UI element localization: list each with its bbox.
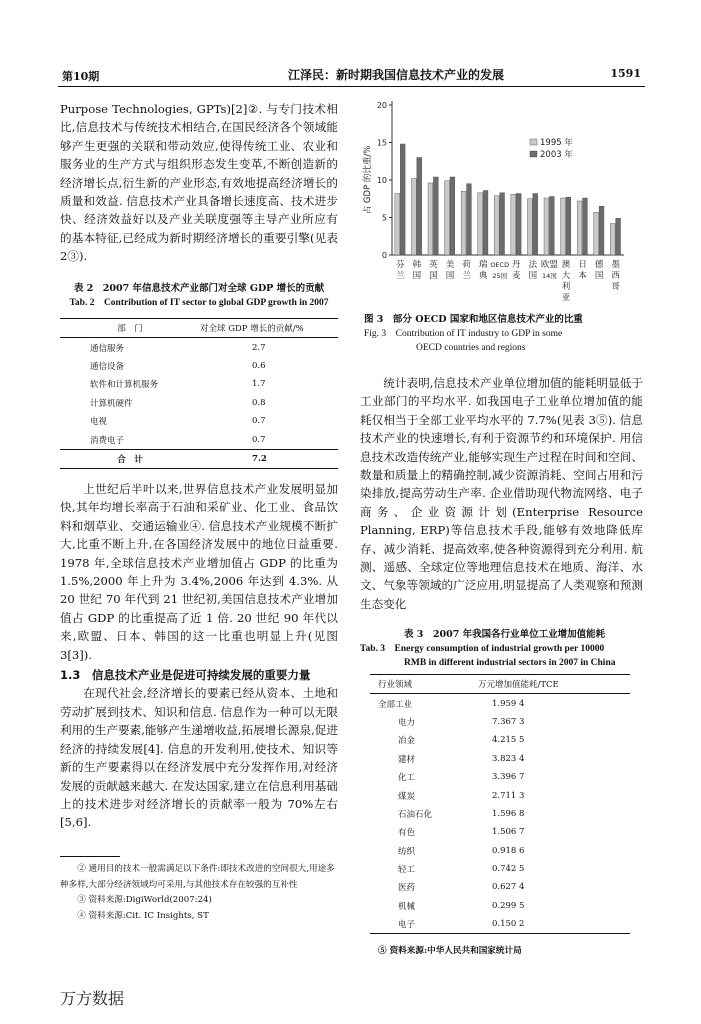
- table2-header-contrib: 对全球 GDP 增长的贡献/%: [200, 319, 338, 338]
- table3-caption-cn: 表 3 2007 年我国各行业单位工业增加值能耗: [404, 629, 606, 640]
- table3-header-sector: 行业领域: [370, 675, 478, 694]
- y-tick-label: 5: [381, 213, 387, 223]
- table-cell-sector: 电力: [398, 717, 416, 728]
- table2-grid: [60, 318, 338, 469]
- bar-1995: [461, 191, 466, 255]
- table-row: [60, 357, 338, 375]
- table-row: [370, 694, 630, 713]
- footnote-rule: [60, 856, 120, 857]
- bar-1995: [428, 183, 433, 255]
- table-cell-sector: 通信设备: [90, 361, 125, 372]
- table-row: [370, 786, 630, 804]
- table-cell-value: 1.596 8: [492, 808, 525, 819]
- table-cell-sector: 轻工: [398, 865, 416, 876]
- x-tick-label: 荷兰: [462, 260, 471, 281]
- table-cell-sector: 化工: [398, 773, 416, 784]
- table3-caption-en1: Tab. 3 Energy consumption of industrial growth per 10000: [360, 644, 605, 654]
- table-cell-value: 0.918 6: [492, 845, 525, 856]
- table-row: [60, 375, 338, 393]
- table-cell-sector: 煤炭: [398, 791, 416, 802]
- table-row: [370, 842, 630, 860]
- table-cell-value: 0.7: [252, 416, 266, 427]
- running-header: [58, 64, 643, 84]
- table-cell-value: 0.742 5: [492, 864, 525, 875]
- bar-2003: [616, 218, 621, 255]
- bar-1995: [445, 181, 450, 255]
- y-tick-label: 20: [376, 101, 387, 110]
- table-cell-sector: 机械: [398, 901, 416, 912]
- paragraph: 统计表明,信息技术产业单位增加值的能耗明显低于工业部门的平均水平. 如我国电子工业单位增加值的能耗仅相当于全部工业平均水平的 7.7%(见表 3⑤). 信息技术产业的快速增长,有利于资源节约和环境保护. 用信息技术改造传统产业,能够实现生产过程在时间和空间、数量和质量上的精确控制,减少资源消耗、空间占用和污染排放,提高劳动生产率. 企业借助现代物流网络、电子商务、企业资源计划(Enterprise Resource Planning, ERP)等信息技术手段,能够有效地降低库存、减少消耗、提高效率,使各种资源得到充分利用. 航测、遥感、全球定位等地理信息技术在地质、海洋、水文、气象等领域的广泛应用,明显提高了人类观察和预测生态变化: [360, 376, 643, 611]
- table-row: [60, 412, 338, 430]
- bar-2003: [549, 197, 554, 256]
- bar-1995: [395, 194, 400, 256]
- figure3-caption: [360, 313, 643, 355]
- footnote-right: ⑤ 资料来源:中华人民共和国家统计局: [378, 946, 522, 956]
- table2-header-sector: 部 门: [60, 319, 200, 338]
- table2: [60, 282, 338, 469]
- issue-number: 第10期: [62, 70, 100, 83]
- table-cell-value: 7.367 3: [492, 716, 525, 727]
- x-tick-label: 芬兰: [396, 260, 405, 281]
- table3-caption-en2: RMB in different industrial sectors in 2007 in China: [404, 658, 616, 668]
- table-cell-value: 3.396 7: [492, 772, 525, 783]
- x-tick-label: 韩国: [412, 260, 422, 281]
- bar-1995: [561, 198, 566, 255]
- table-cell-value: 1.7: [252, 379, 266, 390]
- table-cell-sector: 建材: [398, 754, 416, 765]
- table-row: [60, 394, 338, 412]
- x-tick-label: 美国: [445, 260, 455, 281]
- bar-1995: [594, 212, 599, 255]
- table-cell-value: 0.150 2: [478, 915, 630, 934]
- x-tick-label: 德国: [594, 260, 604, 281]
- footnotes: [60, 862, 338, 924]
- table-cell-total-label: 合 计: [60, 449, 200, 468]
- table-cell-sector: 有色: [398, 828, 416, 839]
- table-cell-value: 4.215 5: [492, 735, 525, 746]
- legend-label: 2003 年: [540, 150, 573, 160]
- table2-caption-cn: 表 2 2007 年信息技术产业部门对全球 GDP 增长的贡献: [73, 283, 325, 294]
- table-cell-sector: 软件和计算机服务: [90, 380, 159, 391]
- x-tick-label: OECD 25国: [490, 261, 510, 280]
- bar-2003: [599, 206, 604, 255]
- x-tick-label: 英国: [429, 260, 438, 281]
- page-number: 1591: [610, 67, 641, 80]
- bar-2003: [450, 177, 455, 255]
- table-cell-value: 2.7: [252, 342, 266, 353]
- watermark: 万方数据: [60, 989, 125, 1008]
- header-rule: [58, 86, 645, 87]
- paragraph: 在现代社会,经济增长的要素已经从资本、土地和劳动扩展到技术、知识和信息. 信息作为一种可以无限利用的生产要素,能够产生递增收益,拓展增长源泉,促进经济的持续发展[4]. 信息的开发利用,使技术、知识等新的生产要素得以在经济发展中充分发挥作用,对经济发展的贡献越来越大. 在发达国家,建立在信息利用基础上的技术进步对经济增长的贡献率一般为 70%左右[5,6].: [60, 686, 338, 830]
- table-row: [370, 750, 630, 768]
- table-row: [370, 768, 630, 786]
- table-cell-value: 2.711 3: [492, 790, 525, 801]
- table-row: [370, 897, 630, 915]
- bar-1995: [478, 193, 483, 255]
- bar-1995: [494, 196, 499, 255]
- table-cell-value: 0.7: [252, 434, 266, 445]
- y-axis-label: 占 GDP 的比重/%: [363, 145, 373, 215]
- figure3-caption-en2: OECD countries and regions: [416, 343, 526, 353]
- bar-2003: [566, 197, 571, 255]
- table-cell-sector: 消费电子: [90, 435, 125, 446]
- bar-2003: [467, 184, 472, 255]
- paragraph: 上世纪后半叶以来,世界信息技术产业发展明显加快,其年均增长率高于石油和采矿业、化工业、食品饮料和烟草业、交通运输业④. 信息技术产业规模不断扩大,比重不断上升,在各国经济发展中的地位日益重要. 1978 年,全球信息技术产业增加值占 GDP 的比重为 1.5%,2000 年上升为 3.4%,2006 年达到 4.3%. 从 20 世纪 70 年代到 21 世纪初,美国信息技术产业增加值占 GDP 的比重提高了近 1 倍. 20 世纪 90 年代以来,欧盟、日本、韩国的这一比重也明显上升(见图 3[3]).: [60, 482, 338, 662]
- x-tick-label: 欧盟 14国: [540, 260, 558, 280]
- table-cell-total-value: 7.2: [200, 449, 338, 468]
- footnote: ② 通用目的技术一般需满足以下条件:即技术改进的空间很大,用途多种多样,大部分经济领域均可采用,与其他技术存在较强的互补性: [60, 864, 335, 890]
- figure3-caption-cn: 图 3 部分 OECD 国家和地区信息技术产业的比重: [364, 314, 583, 325]
- table-cell-value: 0.6: [252, 360, 266, 371]
- table-cell-sector: 冶金: [398, 736, 416, 747]
- x-tick-label: 澳大利亚: [561, 260, 571, 303]
- table-cell-sector: 全部工业: [378, 699, 413, 710]
- y-tick-label: 15: [376, 138, 387, 148]
- bar-1995: [544, 198, 549, 255]
- bar-2003: [500, 193, 505, 255]
- table2-caption-en: Tab. 2 Contribution of IT sector to global GDP growth in 2007: [69, 298, 329, 308]
- bar-1995: [527, 199, 532, 255]
- legend-label: 1995 年: [540, 138, 573, 148]
- bar-1995: [610, 224, 615, 256]
- x-tick-label: 瑞典: [478, 260, 488, 281]
- y-tick-label: 10: [376, 176, 387, 185]
- table-cell-value: 1.506 7: [492, 827, 525, 838]
- paragraph: Purpose Technologies, GPTs)[2]②. 与专门技术相比,信息技术与传统技术相结合,在国民经济各个领域能够产生更强的关联和带动效应,使得传统工业、农业和服务业的生产方式与组织形态发生变革,不断创造新的经济增长点,衍生新的产业形态,有效地提高经济增长的质量和效益. 信息技术产业具备增长速度高、技术进步快、经济效益好以及产业关联度强等主导产业所应有的基本特征,已经成为新时期经济增长的重要引擎(见表 2③).: [60, 102, 338, 264]
- bar-2003: [417, 158, 422, 256]
- bar-1995: [577, 201, 582, 255]
- table-cell-sector: 纺织: [398, 846, 416, 857]
- table-cell-value: 0.627 4: [492, 882, 525, 893]
- table-total-row: [60, 449, 338, 468]
- table-row: [60, 338, 338, 357]
- bar-2003: [433, 177, 438, 255]
- table-cell-value: 0.299 5: [492, 900, 525, 911]
- footnote: ③ 资料来源:DigiWorld(2007:24): [77, 895, 212, 905]
- table-cell-sector: 医药: [398, 883, 416, 894]
- figure3-caption-en1: Fig. 3 Contribution of IT industry to GDP in some: [364, 329, 563, 339]
- table-cell-value: 0.8: [252, 397, 266, 408]
- x-tick-label: 丹麦: [512, 260, 521, 281]
- bar-2003: [483, 191, 488, 256]
- table-row: [370, 823, 630, 841]
- table-cell-value: 3.823 4: [492, 753, 525, 764]
- table-row: [370, 731, 630, 749]
- table-cell-value: 1.959 4: [492, 698, 525, 709]
- bar-2003: [533, 194, 538, 256]
- figure3-chart: [356, 95, 646, 310]
- table-row: [60, 430, 338, 449]
- left-column: [60, 100, 338, 266]
- y-tick-label: 0: [381, 251, 387, 260]
- left-column-2: [60, 480, 338, 832]
- table-cell-sector: 通信服务: [90, 343, 125, 354]
- legend-swatch: [530, 151, 537, 157]
- table-row: [370, 805, 630, 823]
- table3: [360, 628, 643, 934]
- right-column: [360, 374, 643, 613]
- table-cell-sector: 石油石化: [398, 809, 433, 820]
- bar-2003: [583, 198, 588, 255]
- bar-2003: [516, 194, 521, 256]
- table-row: [370, 860, 630, 878]
- running-title: 江泽民：新时期我国信息技术产业的发展: [288, 68, 505, 82]
- table-row: [370, 915, 630, 934]
- bar-2003: [400, 144, 405, 255]
- table-cell-sector: 电子: [370, 915, 478, 934]
- x-tick-label: 日本: [578, 260, 587, 281]
- legend-swatch: [530, 139, 537, 145]
- table-row: [370, 713, 630, 731]
- table3-grid: [370, 674, 630, 934]
- x-tick-label: 法国: [528, 260, 538, 281]
- table3-header-energy: 万元增加值能耗/TCE: [478, 675, 630, 694]
- x-tick-label: 墨西哥: [611, 260, 620, 292]
- footnote: ④ 资料来源:Cit. IC Insights, ST: [77, 910, 209, 921]
- table-cell-sector: 电视: [90, 417, 108, 428]
- bar-1995: [411, 179, 416, 256]
- table-cell-sector: 计算机硬件: [90, 398, 133, 409]
- section-heading: 1.3 信息技术产业是促进可持续发展的重要力量: [60, 668, 311, 683]
- table-row: [370, 878, 630, 896]
- bar-1995: [511, 194, 516, 255]
